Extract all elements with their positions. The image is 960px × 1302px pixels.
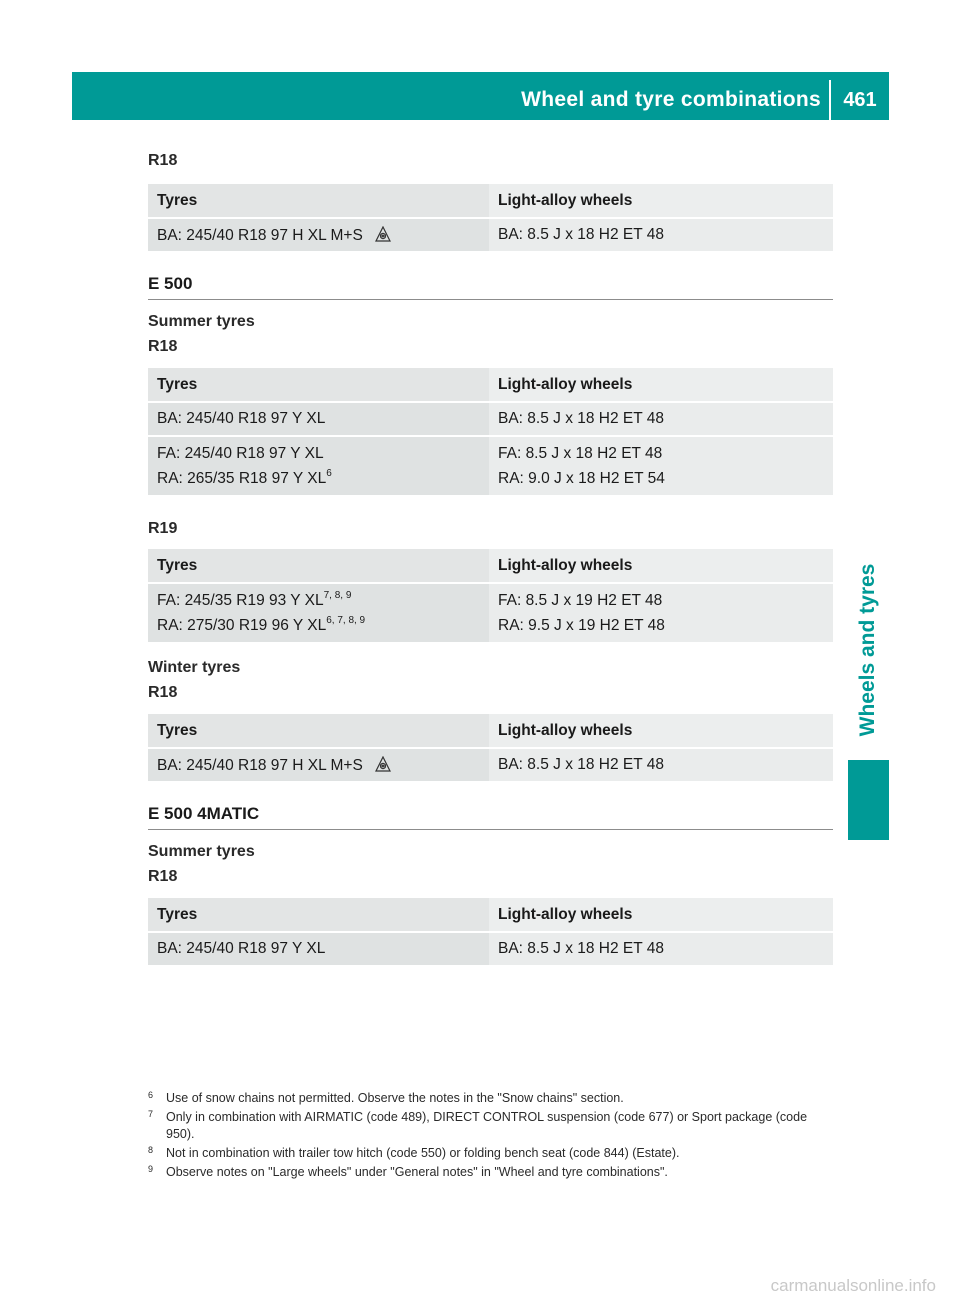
tyre-cell: BA: 245/40 R18 97 H XL M+S <box>148 748 489 781</box>
tyre-table <box>148 184 833 251</box>
rim-size-label: R19 <box>148 520 178 537</box>
rim-size-label: R18 <box>148 684 178 701</box>
page-title: Wheel and tyre combinations <box>521 88 821 111</box>
footnote-text: Not in combination with trailer tow hitch (code 550) or folding bench seat (code 844) (Estate). <box>166 1146 680 1160</box>
footnote <box>148 1164 838 1181</box>
wheel-cell: FA: 8.5 J x 18 H2 ET 48 RA: 9.0 J x 18 H2 ET 54 <box>489 436 833 495</box>
tyre-table <box>148 368 833 495</box>
summer-tyres-label: Summer tyres <box>148 843 255 860</box>
page-header <box>72 72 889 120</box>
tyre-table <box>148 549 833 642</box>
tyre-cell: FA: 245/35 R19 93 Y XL$^{7, 8, 9}$ RA: 275/30 R19 96 Y XL$^{6, 7, 8, 9}$ <box>148 583 489 642</box>
footnote <box>148 1145 838 1162</box>
footnote-ref: 6, 7, 8, 9 <box>326 615 366 626</box>
column-header-wheels: Light-alloy wheels <box>489 368 833 402</box>
footnote-text: Only in combination with AIRMATIC (code 489), DIRECT CONTROL suspension (code 677) or Sport package (code 950). <box>166 1110 808 1141</box>
watermark: carmanualsonline.info <box>770 1276 936 1295</box>
footnote-ref: 6 <box>326 468 332 479</box>
footnote-ref: 7, 8, 9 <box>323 590 352 601</box>
chapter-marker <box>848 760 889 840</box>
footnote-text: Observe notes on "Large wheels" under "General notes" in "Wheel and tyre combinations". <box>166 1165 668 1179</box>
tyre-cell: BA: 245/40 R18 97 Y XL <box>148 402 489 436</box>
wheel-cell: BA: 8.5 J x 18 H2 ET 48 <box>489 402 833 436</box>
column-header-tyres: Tyres <box>148 714 489 748</box>
table-row <box>148 436 833 495</box>
wheel-cell: FA: 8.5 J x 19 H2 ET 48 RA: 9.5 J x 19 H2 ET 48 <box>489 583 833 642</box>
column-header-tyres: Tyres <box>148 898 489 932</box>
tyre-table <box>148 898 833 965</box>
rim-size-label: R18 <box>148 152 178 169</box>
wheel-cell: BA: 8.5 J x 18 H2 ET 48 <box>489 932 833 965</box>
column-header-tyres: Tyres <box>148 368 489 402</box>
rim-size-label: R18 <box>148 868 178 885</box>
footnote-number: 8 <box>148 1145 154 1155</box>
summer-tyres-label: Summer tyres <box>148 313 255 330</box>
table-row <box>148 402 833 436</box>
footnote-number: 6 <box>148 1090 154 1100</box>
table-row <box>148 932 833 965</box>
wheel-cell: BA: 8.5 J x 18 H2 ET 48 <box>489 748 833 781</box>
chapter-side-tab <box>848 545 889 755</box>
winter-tyres-label: Winter tyres <box>148 659 241 676</box>
footnote-number: 7 <box>148 1109 154 1119</box>
snowflake-mountain-icon <box>375 756 391 772</box>
tyre-table <box>148 714 833 781</box>
footnote-text: Use of snow chains not permitted. Observe the notes in the "Snow chains" section. <box>166 1091 624 1105</box>
column-header-tyres: Tyres <box>148 184 489 218</box>
page-number: 461 <box>843 89 877 111</box>
table-row <box>148 218 833 251</box>
table-row <box>148 748 833 781</box>
footnotes <box>148 1090 838 1183</box>
snowflake-mountain-icon <box>375 226 391 242</box>
section-title-e500: E 500 <box>148 274 833 300</box>
tyre-cell: FA: 245/40 R18 97 Y XL RA: 265/35 R18 97 Y $XL^6$ <box>148 436 489 495</box>
column-header-wheels: Light-alloy wheels <box>489 898 833 932</box>
column-header-wheels: Light-alloy wheels <box>489 549 833 583</box>
column-header-tyres: Tyres <box>148 549 489 583</box>
chapter-label: Wheels and tyres <box>856 563 879 737</box>
footnote-number: 9 <box>148 1164 154 1174</box>
table-row <box>148 583 833 642</box>
rim-size-label: R18 <box>148 338 178 355</box>
column-header-wheels: Light-alloy wheels <box>489 714 833 748</box>
wheel-cell: BA: 8.5 J x 18 H2 ET 48 <box>489 218 833 251</box>
section-title-e500-4matic: E 500 4MATIC <box>148 804 833 830</box>
footnote <box>148 1109 838 1143</box>
footnote <box>148 1090 838 1107</box>
column-header-wheels: Light-alloy wheels <box>489 184 833 218</box>
tyre-cell: BA: 245/40 R18 97 H XL M+S <box>148 218 489 251</box>
tyre-cell: BA: 245/40 R18 97 Y XL <box>148 932 489 965</box>
